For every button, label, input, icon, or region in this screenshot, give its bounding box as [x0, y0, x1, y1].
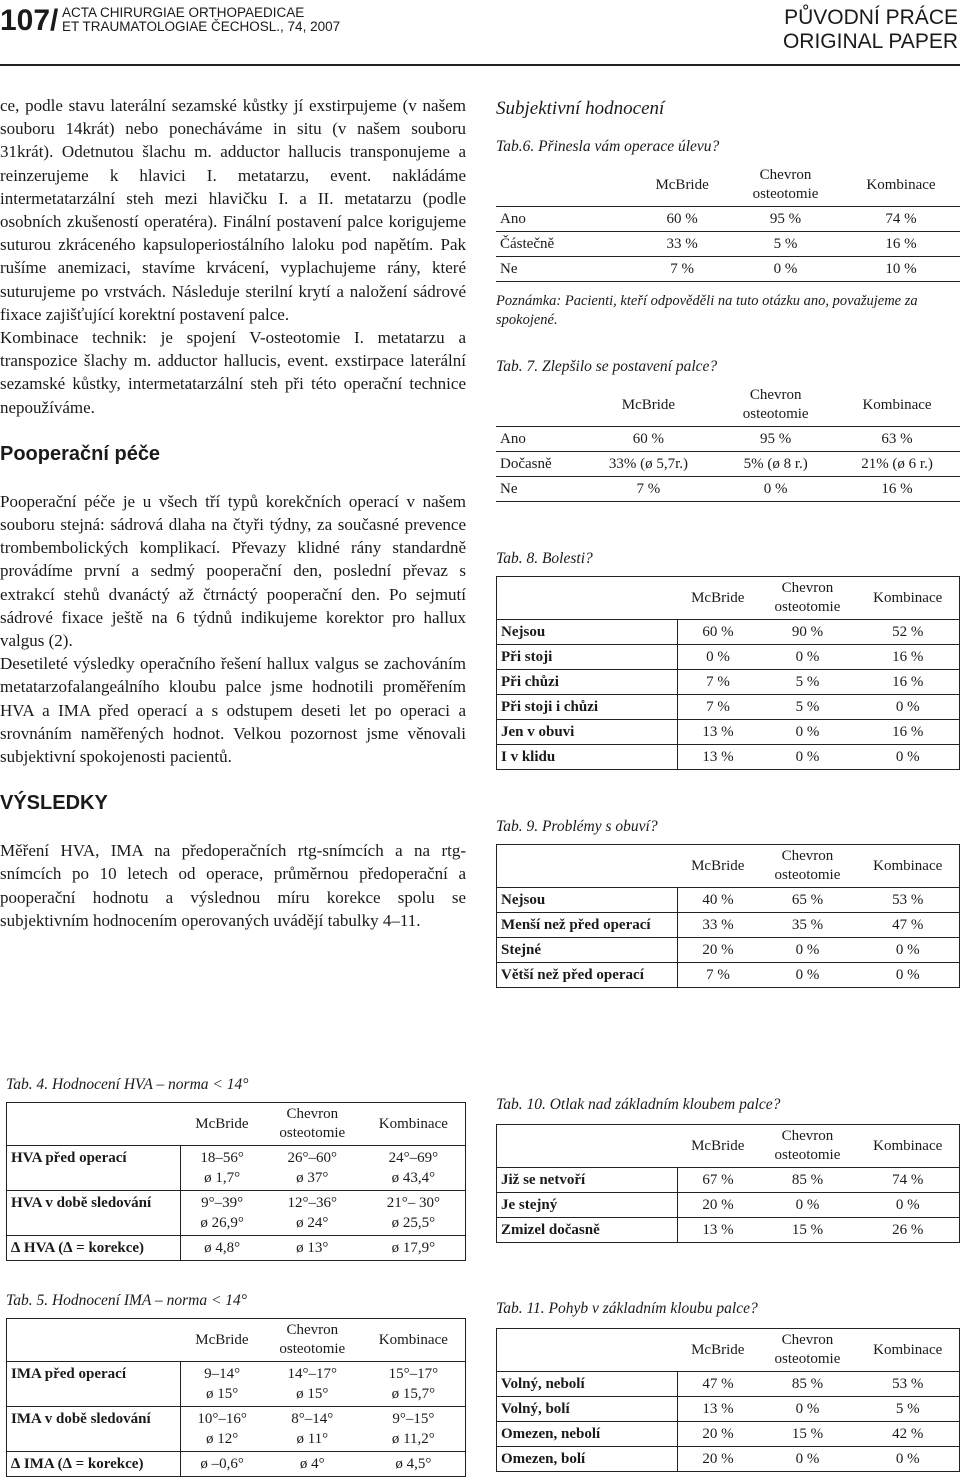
body-paragraph-2: Kombinace technik: je spojení V-osteotomie I. metatarzu a transpozice šlachy m. adductor hallucis, event. exstirpace laterální sezamské kůstky, intermetatarzální steh při této operační technice nepoužíváme. [0, 328, 466, 417]
table-5 [6, 1318, 466, 1477]
col-mcbride: McBride [181, 1103, 263, 1146]
col-mcbride: McBride [580, 384, 718, 427]
col-chevron: Chevron osteotomie [758, 845, 856, 888]
table-row: IMA v době sledování 10°–16° ø 12° 8°–14° ø 11° 9°–15° ø 11,2° [7, 1407, 466, 1452]
col-mcbride: McBride [677, 845, 758, 888]
journal-line-1: ACTA CHIRURGIAE ORTHOPAEDICAE [62, 5, 305, 20]
heading-postop-care: Pooperační péče [0, 442, 161, 465]
table-row: Omezen, bolí 20 % 0 % 0 % [497, 1447, 960, 1472]
tab6-note: Poznámka: Pacienti, kteří odpověděli na tuto otázku ano, považujeme za spokojené. [496, 293, 918, 328]
table-row: Ano 60 % 95 % 63 % [496, 427, 960, 452]
table-row: Při stoji i chůzi 7 % 5 % 0 % [497, 695, 960, 720]
body-paragraph-5: Měření HVA, IMA na předoperačních rtg-snímcích a na rtg-snímcích po 10 letech od operace, průměrnou předoperační a pooperační hodnotu a výslednou míru korekce spolu se subjektivním hodnocením operovaných uvádějí tabulky 4–11. [0, 841, 466, 930]
col-mcbride: McBride [677, 1125, 758, 1168]
table-8 [496, 576, 960, 770]
section-line-2: ORIGINAL PAPER [782, 30, 958, 53]
table-row: HVA v době sledování 9°–39° ø 26,9° 12°–36° ø 24° 21°– 30° ø 25,5° [7, 1191, 466, 1236]
col-chevron: Chevron osteotomie [758, 577, 856, 620]
tab4-block [6, 1076, 466, 1261]
table-row: Částečně 33 % 5 % 16 % [496, 232, 960, 257]
table-6 [496, 164, 960, 282]
col-kombinace: Kombinace [856, 845, 959, 888]
table-row: Nejsou 60 % 90 % 52 % [497, 620, 960, 645]
header-rule [0, 64, 960, 66]
table-row: Ne 7 % 0 % 16 % [496, 477, 960, 502]
table-row: Jen v obuvi 13 % 0 % 16 % [497, 720, 960, 745]
table-row: Stejné 20 % 0 % 0 % [497, 938, 960, 963]
col-kombinace: Kombinace [834, 384, 960, 427]
table-row: Zmizel dočasně 13 % 15 % 26 % [497, 1218, 960, 1243]
table-9 [496, 844, 960, 988]
col-mcbride: McBride [635, 164, 729, 207]
table-row: Menší než před operací 33 % 35 % 47 % [497, 913, 960, 938]
section-label [783, 6, 958, 54]
table-row: Volný, nebolí 47 % 85 % 53 % [497, 1372, 960, 1397]
table-row: Větší než před operací 7 % 0 % 0 % [497, 963, 960, 988]
col-kombinace: Kombinace [856, 1329, 959, 1372]
col-kombinace: Kombinace [856, 1125, 959, 1168]
col-chevron: Chevron osteotomie [263, 1103, 362, 1146]
table-row: Omezen, nebolí 20 % 15 % 42 % [497, 1422, 960, 1447]
tab10-caption: Tab. 10. Otlak nad základním kloubem palce? [496, 1096, 781, 1113]
col-kombinace: Kombinace [362, 1319, 466, 1362]
section-line-1: PŮVODNÍ PRÁCE [784, 6, 958, 29]
table-row: I v klidu 13 % 0 % 0 % [497, 745, 960, 770]
table-row: Při chůzi 7 % 5 % 16 % [497, 670, 960, 695]
tab8-caption: Tab. 8. Bolesti? [496, 550, 593, 567]
table-10 [496, 1124, 960, 1243]
table-row: Dočasně 33% (ø 5,7r.) 5% (ø 8 r.) 21% (ø 6 r.) [496, 452, 960, 477]
subheading-subjective: Subjektivní hodnocení [496, 98, 665, 119]
table-row: ∆ HVA (∆ = korekce) ø 4,8° ø 13° ø 17,9° [7, 1236, 466, 1261]
col-chevron: Chevron osteotomie [758, 1329, 856, 1372]
body-paragraph-3: Pooperační péče je u všech tří typů korekčních operací v našem souboru stejná: sádrová dlaha na čtyři týdny, za současné prevence trombembolických komplikací. Převazy klidné rány standardně provádíme první a sedmý pooperační den, poslední převaz s extrakcí stehů dvanáctý až čtrnáctý pooperační den. Po sejmutí sádrové fixace ještě na 6 týdnů indikujeme korektor pro hallux valgus (2). [0, 491, 466, 651]
tab9-caption: Tab. 9. Problémy s obuví? [496, 818, 658, 835]
tab4-caption: Tab. 4. Hodnocení HVA – norma < 14° [6, 1076, 249, 1093]
tab11-caption: Tab. 11. Pohyb v základním kloubu palce? [496, 1300, 758, 1317]
tab11-block [496, 1300, 960, 1472]
table-7 [496, 384, 960, 502]
col-chevron: Chevron osteotomie [263, 1319, 362, 1362]
table-row: Nejsou 40 % 65 % 53 % [497, 888, 960, 913]
body-paragraph-4: Desetileté výsledky operačního řešení hallux valgus se zachováním metatarzofalangeálního kloubu palce jsme hodnotili proměřením HVA a IMA před operací a s odstupem deseti let po operaci a srovnáním naměřených hodnot. Velkou pozornost jsme věnovali subjektivní spokojenosti pacientů. [0, 654, 466, 767]
col-chevron: Chevron osteotomie [729, 164, 842, 207]
col-mcbride: McBride [181, 1319, 263, 1362]
col-kombinace: Kombinace [856, 577, 959, 620]
table-row: Již se netvoří 67 % 85 % 74 % [497, 1168, 960, 1193]
tab5-block [6, 1292, 466, 1477]
left-column [0, 94, 466, 932]
table-row: ∆ IMA (∆ = korekce) ø –0,6° ø 4° ø 4,5° [7, 1452, 466, 1477]
heading-results: VÝSLEDKY [0, 792, 108, 815]
tab7-caption: Tab. 7. Zlepšilo se postavení palce? [496, 358, 718, 375]
table-row: Volný, bolí 13 % 0 % 5 % [497, 1397, 960, 1422]
col-mcbride: McBride [677, 577, 758, 620]
col-kombinace: Kombinace [362, 1103, 466, 1146]
table-11 [496, 1328, 960, 1472]
col-kombinace: Kombinace [842, 164, 960, 207]
col-mcbride: McBride [677, 1329, 758, 1372]
tab5-caption: Tab. 5. Hodnocení IMA – norma < 14° [6, 1292, 247, 1309]
table-row: IMA před operací 9–14° ø 15° 14°–17° ø 15° 15°–17° ø 15,7° [7, 1362, 466, 1407]
table-row: Při stoji 0 % 0 % 16 % [497, 645, 960, 670]
col-chevron: Chevron osteotomie [758, 1125, 856, 1168]
table-row: Ne 7 % 0 % 10 % [496, 257, 960, 282]
right-column [496, 98, 960, 988]
body-paragraph-1: ce, podle stavu laterální sezamské kůstky jí exstirpujeme (v našem souboru 14krát) nebo ponecháváme in situ (v našem souboru 31krát). Odetnutou šlachu m. adductor hallucis transponujeme a reinzerujeme k hlavici I. metatarzu, event. nakládáme intermetatarzální steh mezi hlavičku I. a II. metatarzu (podle osobních zkušeností operatéra). Finální postavení palce korigujeme suturou zkráceného kapsuloperiostálního laloku pod napětím. Pak rušíme anemizaci, stavíme krvácení, vyplachujeme rány, které suturujeme po vrstvách. Následuje sterilní krytí a naložení sádrové fixace zajišťující korektní postavení palce. [0, 96, 466, 324]
table-row: Je stejný 20 % 0 % 0 % [497, 1193, 960, 1218]
col-chevron: Chevron osteotomie [717, 384, 834, 427]
table-row: Ano 60 % 95 % 74 % [496, 207, 960, 232]
tab6-caption: Tab.6. Přinesla vám operace úlevu? [496, 138, 720, 155]
table-4 [6, 1102, 466, 1261]
table-row: HVA před operací 18–56° ø 1,7° 26°–60° ø 37° 24°–69° ø 43,4° [7, 1146, 466, 1191]
journal-name [62, 6, 340, 34]
page-number: 107/ [0, 4, 59, 37]
tab10-block [496, 1096, 960, 1243]
journal-line-2: ET TRAUMATOLOGIAE ČECHOSL., 74, 2007 [62, 19, 341, 34]
